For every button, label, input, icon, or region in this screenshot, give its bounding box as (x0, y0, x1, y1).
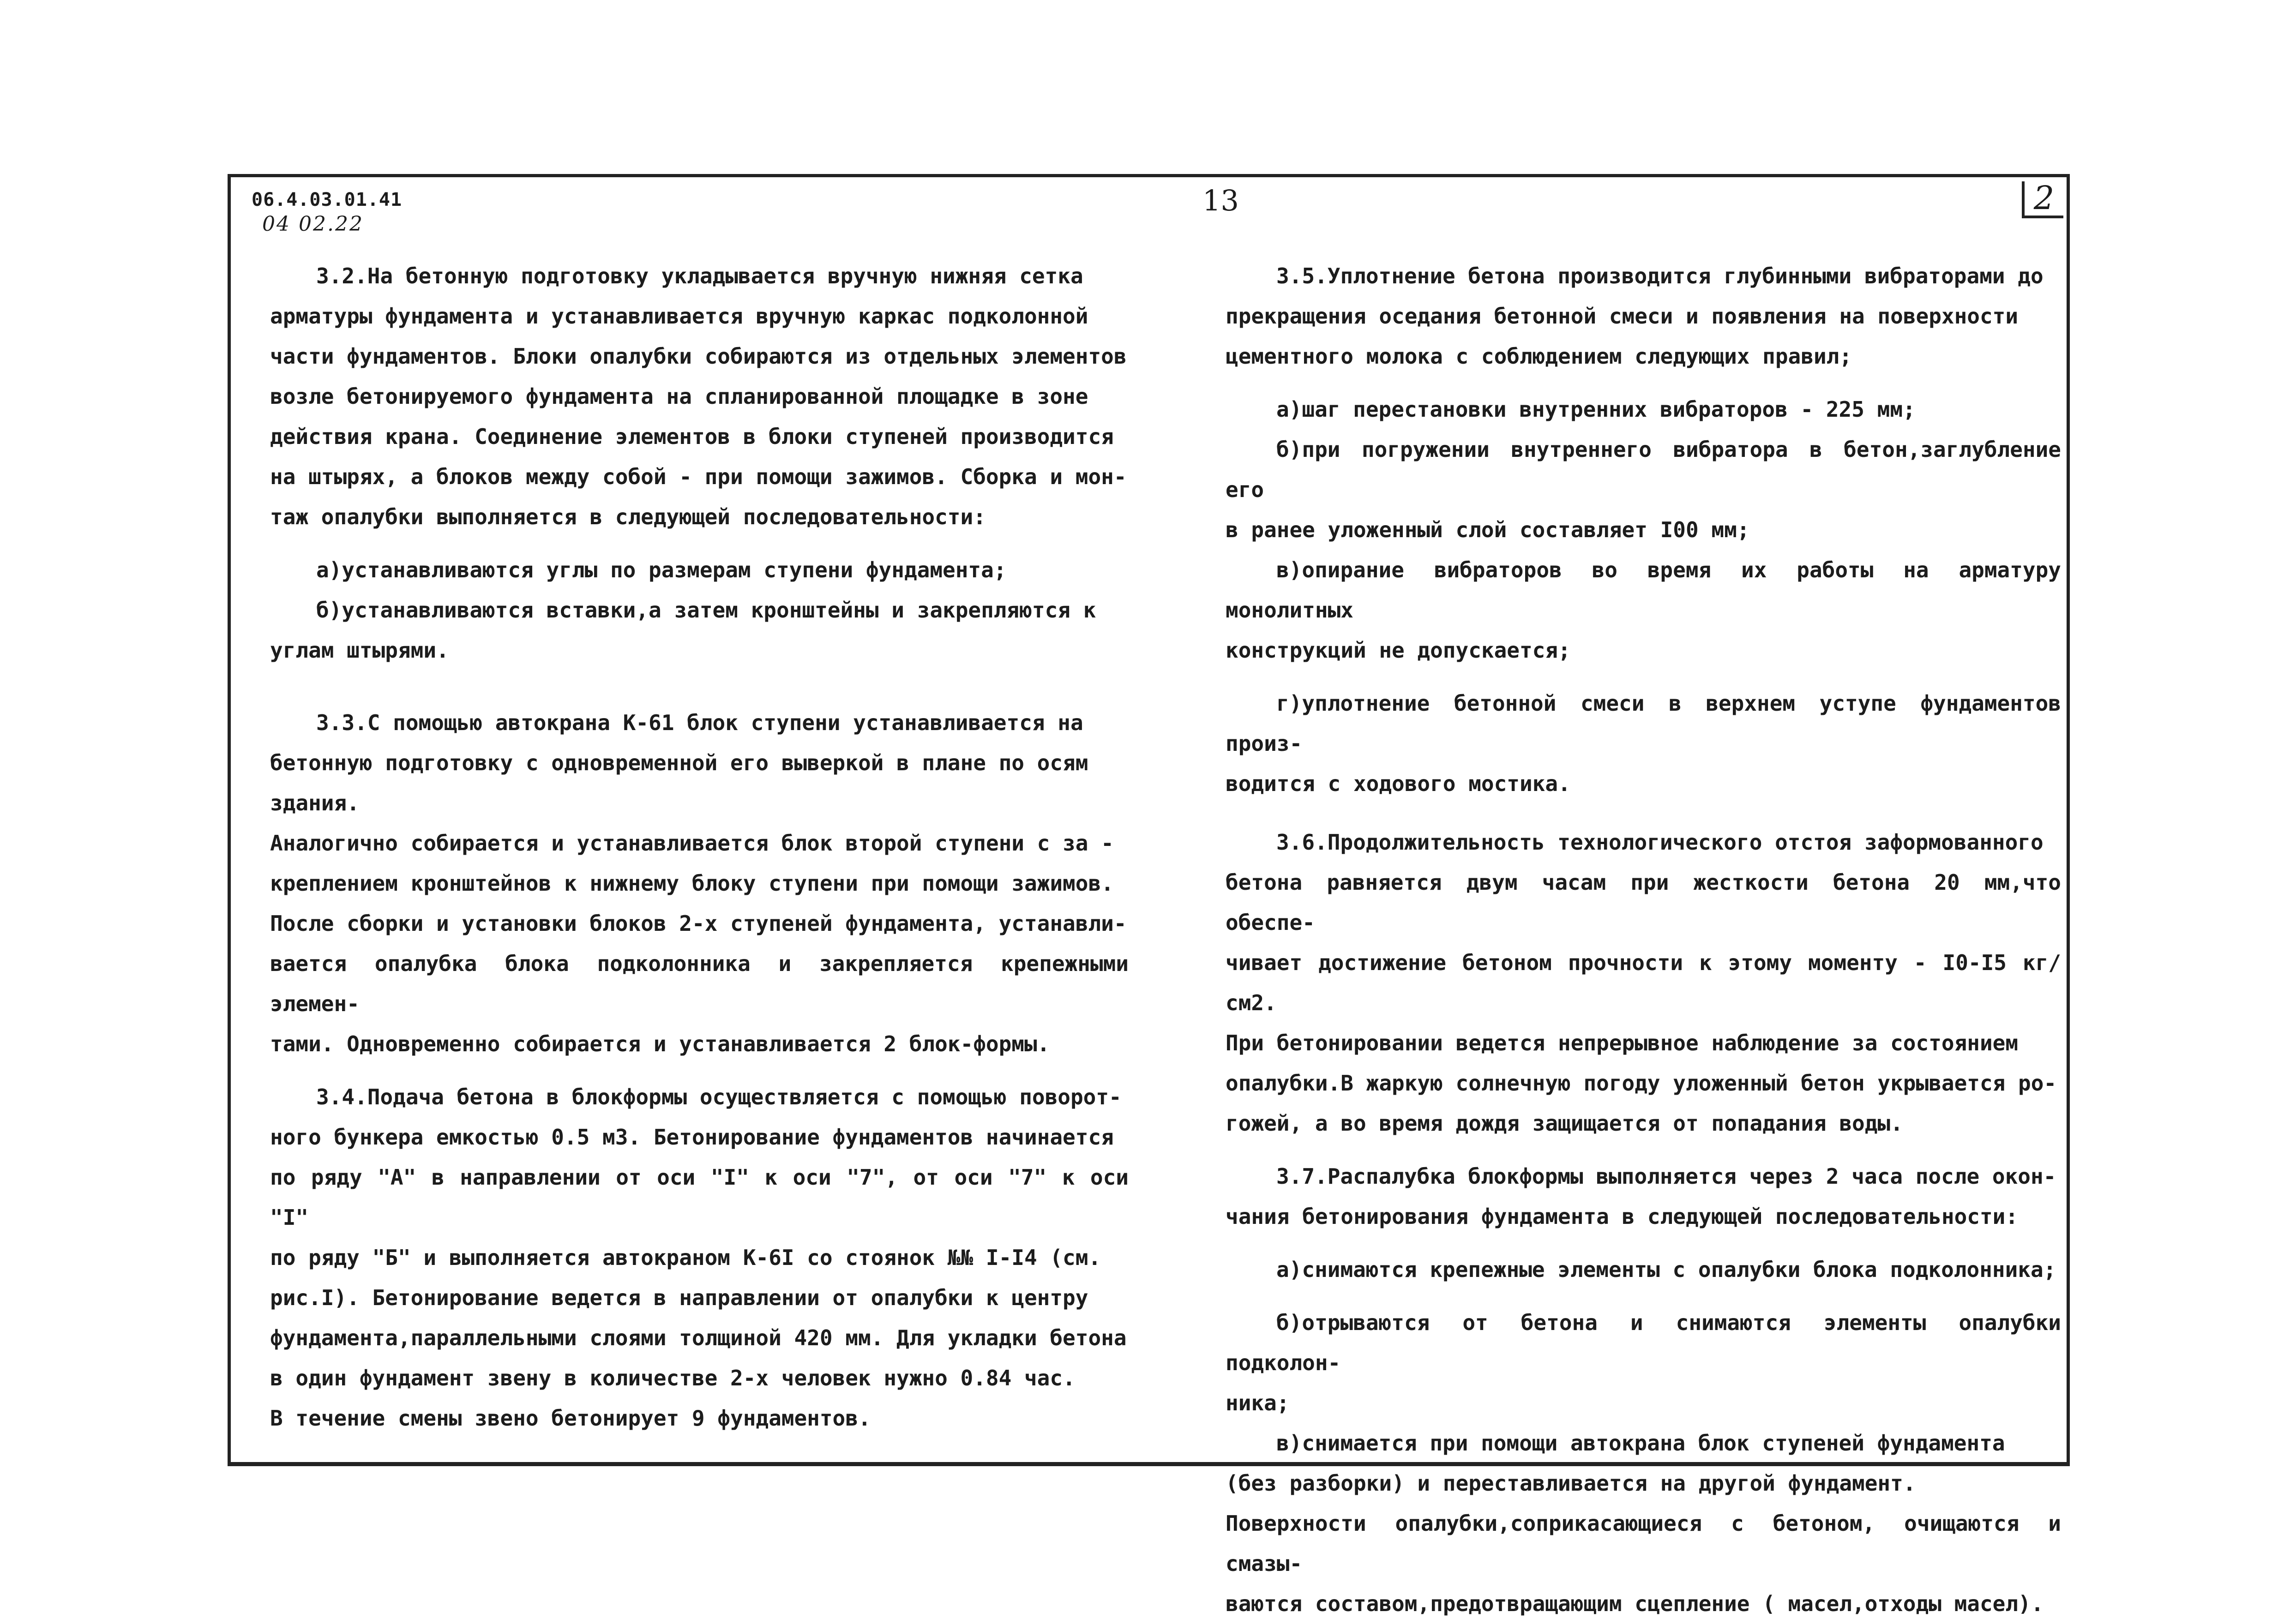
list-item-3-2-a: а)устанавливаются углы по размерам ступени фундамента; (316, 557, 1007, 582)
paragraph-3-6: 3.6.Продолжительность технологического отстоя заформованного бетона равняется двум часам при жесткости бетона 20 мм,что обеспе- чивает достижение бетоном прочности к этому моменту - I0-I5 кг/см2. При бетонировании ведется непрерывное наблюдение за состоянием опалубки.В жаркую солнечную погоду уложенный бетон укрывается ро- гожей, а во время дождя защищается от попадания воды. (1226, 830, 2061, 1136)
paragraph-3-2: 3.2.На бетонную подготовку укладывается вручную нижняя сетка арматуры фундамента и устанавливается вручную каркас подколонной части фундаментов. Блоки опалубки собираются из отдельных элементов возле бетонируемого фундамента на спланированной площадке в зоне действия крана. Соединение элементов в блоки ступеней производится на штырях, а блоков между собой - при помощи зажимов. Сборка и мон- таж опалубки выполняется в следующей последовательности: (270, 264, 1127, 529)
list-item-3-7-c: в)снимается при помощи автокрана блок ступеней фундамента (без разборки) и переставливается на другой фундамент. Поверхности опалубки,соприкасающиеся с бетоном, очищаются и смазы- ваются составом,предотвращающим сцепление ( масел,отходы масел). (1226, 1431, 2061, 1616)
list-item-3-7-b: б)отрываются от бетона и снимаются элементы опалубки подколон- ника; (1226, 1310, 2061, 1415)
sheet-number-box: 2 (2022, 181, 2063, 218)
list-item-3-5-d: г)уплотнение бетонной смеси в верхнем уступе фундаментов произ- водится с ходового мостика. (1226, 691, 2061, 796)
paragraph-3-7: 3.7.Распалубка блокформы выполняется через 2 часа после окон- чания бетонирования фундамента в следующей последовательности: (1226, 1164, 2056, 1229)
paragraph-3-3: 3.3.С помощью автокрана К-61 блок ступени устанавливается на бетонную подготовку с одновременной его выверкой в плане по осям здания. (270, 710, 1088, 815)
left-text-column (270, 256, 1129, 1438)
paragraph-3-5: 3.5.Уплотнение бетона производится глубинными вибраторами до прекращения оседания бетонной смеси и появления на поверхности цементного молока с соблюдением следующих правил; (1226, 264, 2044, 369)
list-item-3-5-a: а)шаг перестановки внутренних вибраторов - 225 мм; (1276, 397, 1916, 422)
list-item-3-5-c: в)опирание вибраторов во время их работы на арматуру монолитных конструкций не допускается; (1226, 557, 2061, 663)
list-item-3-7-a: а)снимаются крепежные элементы с опалубки блока подколонника; (1276, 1257, 2056, 1282)
handwritten-date: 04 02.22 (262, 212, 364, 236)
list-item-3-2-b: б)устанавливаются вставки,а затем кронштейны и закрепляются к углам штырями. (270, 598, 1096, 663)
right-text-column (1226, 256, 2061, 1624)
paragraph-3-3-continued: Аналогично собирается и устанавливается блок второй ступени с за - креплением кронштейнов к нижнему блоку ступени при помощи зажимов. После сборки и установки блоков 2-х ступеней фундамента, устанавли- вается опалубка блока подколонника и закрепляется крепежными элемен- тами. Одновременно собирается и устанавливается 2 блок-формы. (270, 831, 1129, 1056)
list-item-3-5-b: б)при погружении внутреннего вибратора в бетон,заглубление его в ранее уложенный слой составляет I00 мм; (1226, 437, 2061, 542)
document-code: 06.4.03.01.41 (252, 189, 403, 210)
page-number: 13 (1202, 184, 1239, 217)
paragraph-3-4: 3.4.Подача бетона в блокформы осуществляется с помощью поворот- ного бункера емкостью 0.5 м3. Бетонирование фундаментов начинается по ряду "А" в направлении от оси "I" к оси "7", от оси "7" к оси "I" по ряду "Б" и выполняется автокраном К-6I со стоянок №№ I-I4 (см. рис.I). Бетонирование ведется в направлении от опалубки к центру фундамента,параллельными слоями толщиной 420 мм. Для укладки бетона в один фундамент звену в количестве 2-х человек нужно 0.84 час. В течение смены звено бетонирует 9 фундаментов. (270, 1085, 1129, 1431)
